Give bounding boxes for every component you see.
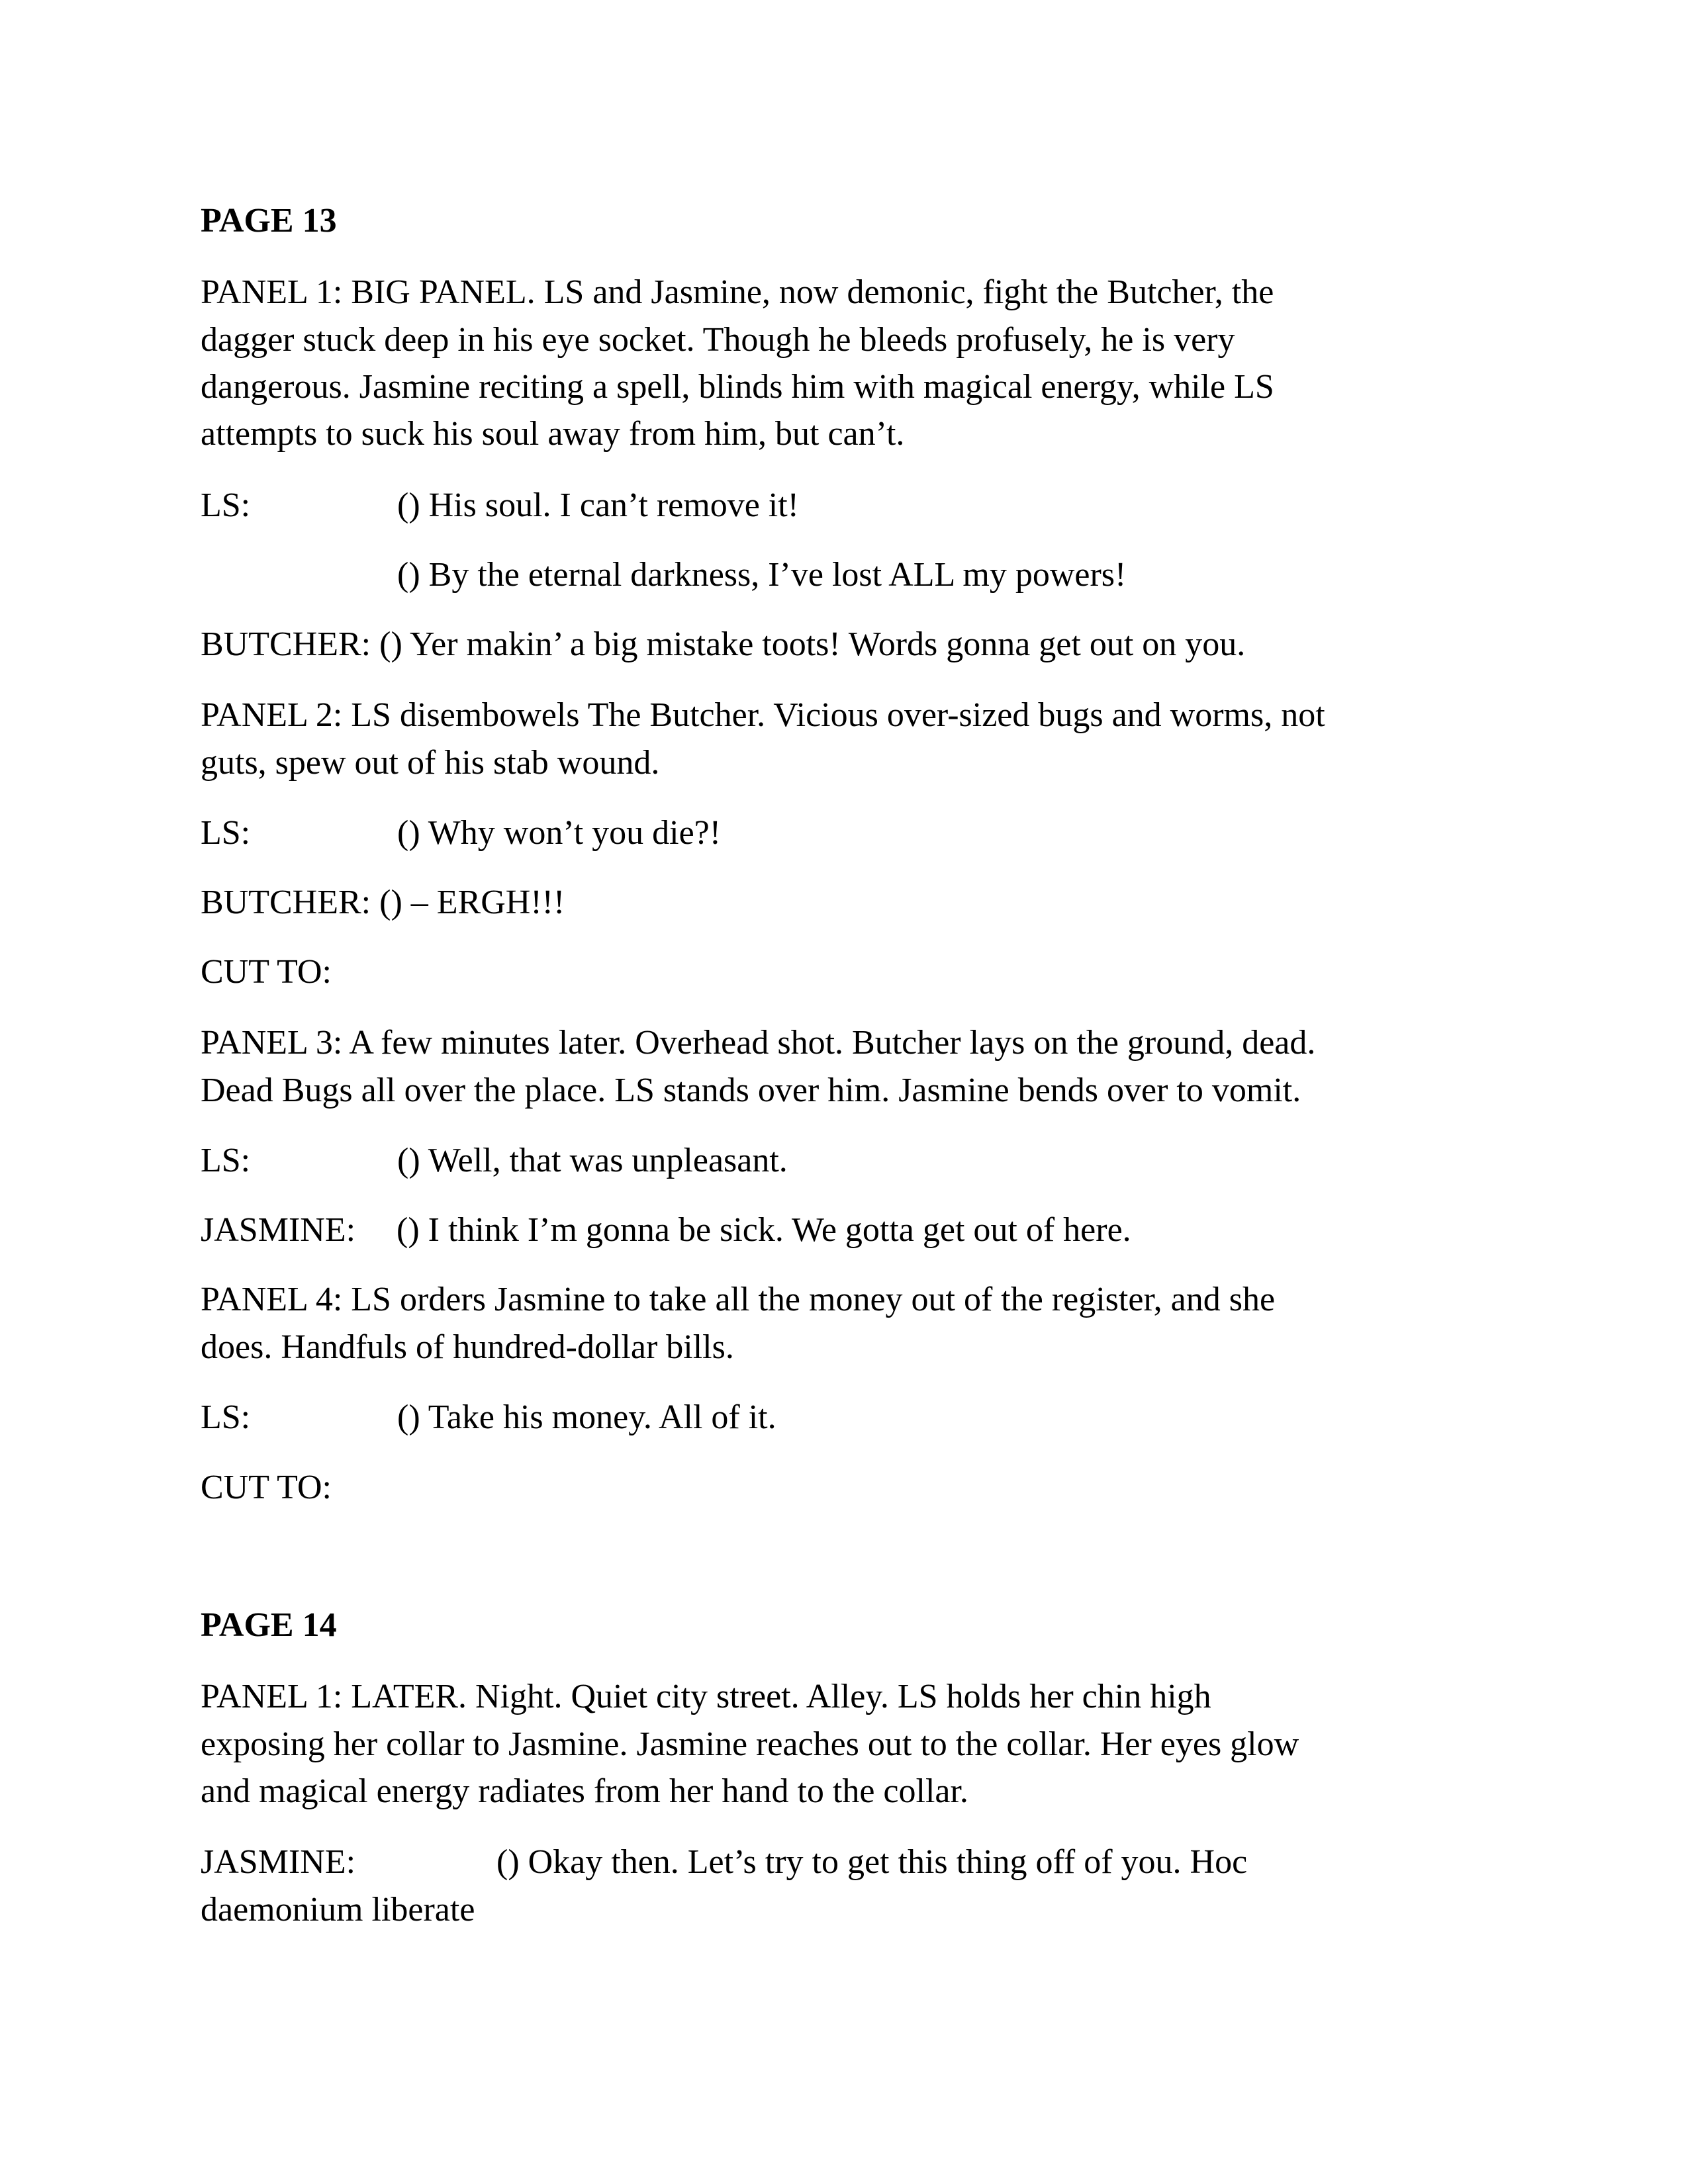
panel-description-line: guts, spew out of his stab wound. xyxy=(201,744,660,782)
panel-description-line: exposing her collar to Jasmine. Jasmine reaches out to the collar. Her eyes glow xyxy=(201,1725,1299,1763)
panel-description-line: Dead Bugs all over the place. LS stands over him. Jasmine bends over to vomit. xyxy=(201,1071,1301,1109)
transition-cut-to: CUT TO: xyxy=(201,1469,332,1506)
page-heading: PAGE 14 xyxy=(201,1606,337,1644)
panel-description-line: attempts to suck his soul away from him, but can’t. xyxy=(201,415,905,453)
dialog-line: BUTCHER: () – ERGH!!! xyxy=(201,884,565,921)
speaker-name: JASMINE: xyxy=(201,1843,356,1881)
page-heading: PAGE 13 xyxy=(201,202,337,240)
transition-cut-to: CUT TO: xyxy=(201,953,332,991)
dialog-line xyxy=(201,482,1491,529)
dialog-text: () His soul. I can’t remove it! xyxy=(397,486,799,524)
dialog-line xyxy=(201,1206,1491,1254)
dialog-line xyxy=(201,809,1491,857)
dialog-line xyxy=(201,551,1491,599)
dialog-text: () Why won’t you die?! xyxy=(397,814,722,852)
dialog-text: () Okay then. Let’s try to get this thing off of you. Hoc xyxy=(496,1843,1248,1881)
dialog-line xyxy=(201,1839,1491,1886)
dialog-line: BUTCHER: () Yer makin’ a big mistake toots! Words gonna get out on you. xyxy=(201,625,1246,663)
script-page xyxy=(201,0,1491,2184)
panel-description-line: PANEL 2: LS disembowels The Butcher. Vicious over-sized bugs and worms, not xyxy=(201,696,1325,734)
dialog-line xyxy=(201,1394,1491,1441)
speaker-name: LS: xyxy=(201,1142,251,1179)
panel-description-line: PANEL 3: A few minutes later. Overhead shot. Butcher lays on the ground, dead. xyxy=(201,1024,1316,1062)
panel-description-line: PANEL 1: LATER. Night. Quiet city street. Alley. LS holds her chin high xyxy=(201,1678,1211,1715)
dialog-text: () Take his money. All of it. xyxy=(397,1398,776,1436)
panel-description-line: PANEL 1: BIG PANEL. LS and Jasmine, now demonic, fight the Butcher, the xyxy=(201,273,1274,311)
dialog-text: () By the eternal darkness, I’ve lost ALL my powers! xyxy=(397,556,1127,594)
dialog-line xyxy=(201,1137,1491,1185)
dialog-text: () Well, that was unpleasant. xyxy=(397,1142,788,1179)
dialog-continuation: daemonium liberate xyxy=(201,1891,475,1929)
speaker-name: LS: xyxy=(201,814,251,852)
speaker-name: JASMINE: xyxy=(201,1211,356,1249)
panel-description-line: dangerous. Jasmine reciting a spell, blinds him with magical energy, while LS xyxy=(201,368,1274,406)
speaker-name: LS: xyxy=(201,486,251,524)
panel-description-line: does. Handfuls of hundred-dollar bills. xyxy=(201,1328,734,1366)
speaker-name: LS: xyxy=(201,1398,251,1436)
panel-description-line: dagger stuck deep in his eye socket. Though he bleeds profusely, he is very xyxy=(201,321,1235,359)
panel-description-line: PANEL 4: LS orders Jasmine to take all the money out of the register, and she xyxy=(201,1281,1276,1318)
panel-description-line: and magical energy radiates from her hand to the collar. xyxy=(201,1772,968,1810)
dialog-text: () I think I’m gonna be sick. We gotta get out of here. xyxy=(397,1211,1131,1249)
